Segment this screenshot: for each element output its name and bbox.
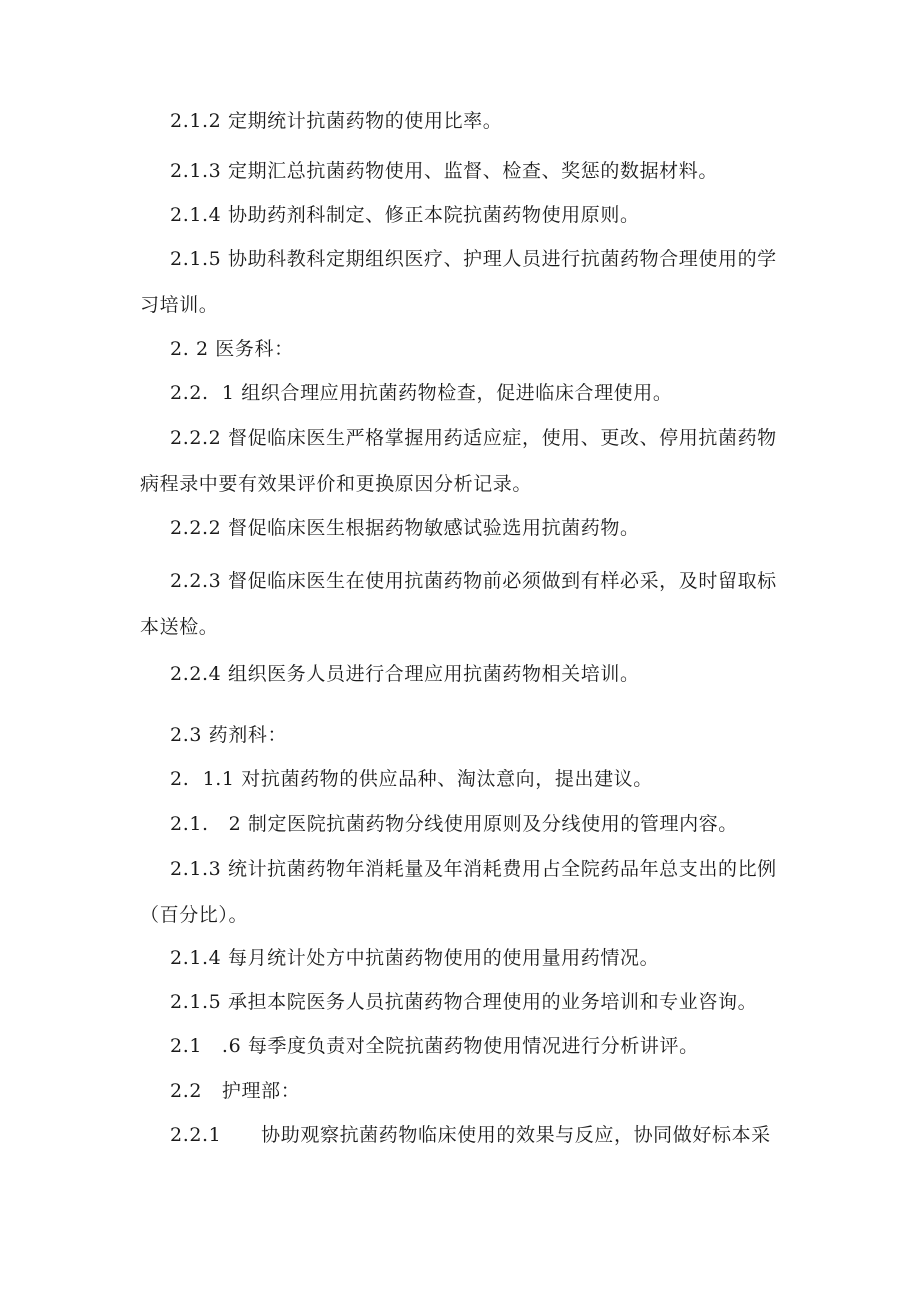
paragraph-pharmacy-1-4: 2.1.4 每月统计处方中抗菌药物使用的使用量用药情况。 [170,947,660,969]
paragraph-2-1-2: 2.1.2 定期统计抗菌药物的使用比率。 [170,110,503,132]
section-heading-2-2: 2. 2 医务科： [170,338,294,360]
paragraph-2-2-1: 2.2. 1 组织合理应用抗菌药物检查，促进临床合理使用。 [170,382,673,404]
paragraph-2-2-2-a: 2.2.2 督促临床医生严格掌握用药适应症，使用、更改、停用抗菌药物病程录中要有效果评价和更换原因分析记录。 [140,427,777,495]
section-heading-nursing: 2.2 护理部： [170,1080,301,1102]
paragraph-2-1-3: 2.1.3 定期汇总抗菌药物使用、监督、检查、奖惩的数据材料。 [170,160,718,182]
paragraph-pharmacy-1-2: 2.1. 2 制定医院抗菌药物分线使用原则及分线使用的管理内容。 [170,813,738,835]
paragraph-2-2-3: 2.2.3 督促临床医生在使用抗菌药物前必须做到有样必采，及时留取标本送检。 [140,570,777,638]
paragraph-2-1-5: 2.1.5 协助科教科定期组织医疗、护理人员进行抗菌药物合理使用的学习培训。 [140,248,777,316]
paragraph-pharmacy-1-3: 2.1.3 统计抗菌药物年消耗量及年消耗费用占全院药品年总支出的比例（百分比）。 [140,858,777,926]
paragraph-2-2-4: 2.2.4 组织医务人员进行合理应用抗菌药物相关培训。 [170,663,640,685]
paragraph-pharmacy-1-1: 2. 1.1 对抗菌药物的供应品种、淘汰意向，提出建议。 [170,768,653,790]
paragraph-pharmacy-1-6: 2.1 .6 每季度负责对全院抗菌药物使用情况进行分析讲评。 [170,1035,699,1057]
paragraph-pharmacy-1-5: 2.1.5 承担本院医务人员抗菌药物合理使用的业务培训和专业咨询。 [170,991,758,1013]
paragraph-2-2-2-b: 2.2.2 督促临床医生根据药物敏感试验选用抗菌药物。 [170,517,640,539]
section-heading-2-3: 2.3 药剂科： [170,724,288,746]
paragraph-2-1-4: 2.1.4 协助药剂科制定、修正本院抗菌药物使用原则。 [170,204,640,226]
paragraph-nursing-2-2-1: 2.2.1 协助观察抗菌药物临床使用的效果与反应，协同做好标本采 [170,1124,771,1146]
